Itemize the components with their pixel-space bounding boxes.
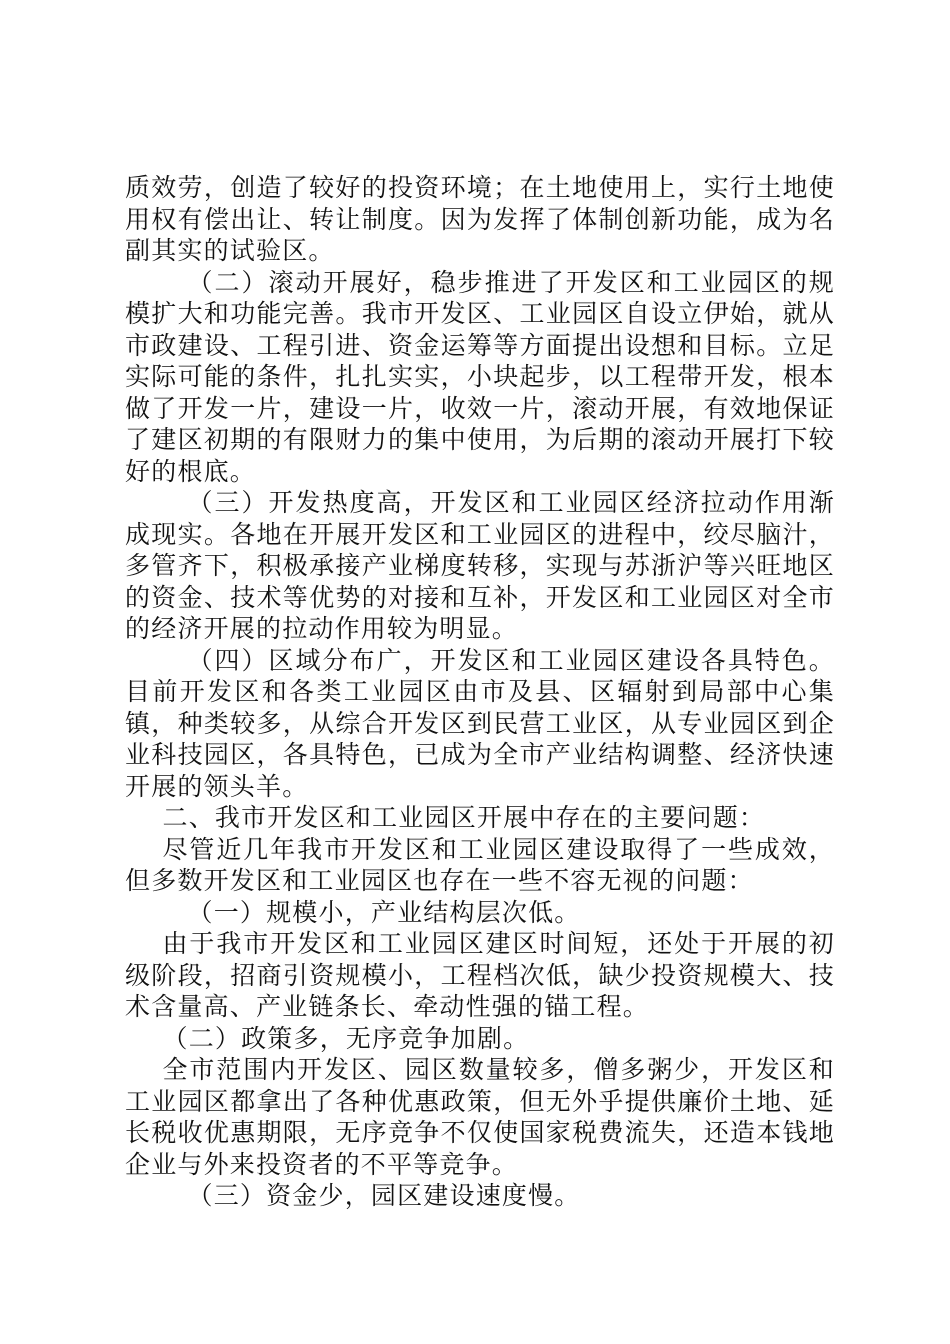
paragraph-problem-1: 由于我市开发区和工业园区建区时间短，还处于开展的初级阶段，招商引资规模小，工程档次低，缺少投资规模大、技术含量高、产业链条长、牵动性强的锚工程。	[125, 929, 835, 1021]
document-body	[125, 172, 835, 1212]
paragraph-problem-2: 全市范围内开发区、园区数量较多，僧多粥少，开发区和工业园区都拿出了各种优惠政策，但无外乎提供廉价土地、延长税收优惠期限，无序竞争不仅使国家税费流失，还造本钱地企业与外来投资者的不平等竞争。	[125, 1055, 835, 1179]
paragraph-continuation: 质效劳，创造了较好的投资环境；在土地使用上，实行土地使用权有偿出让、转让制度。因为发挥了体制创新功能，成为名副其实的试验区。	[125, 173, 835, 265]
paragraph-problems-intro: 尽管近几年我市开发区和工业园区建设取得了一些成效，但多数开发区和工业园区也存在一些不容无视的问题：	[125, 834, 835, 895]
heading-problems: 二、我市开发区和工业园区开展中存在的主要问题：	[162, 803, 766, 832]
subheading-problem-3: （三）资金少，园区建设速度慢。	[187, 1181, 581, 1210]
subheading-problem-1: （一）规模小，产业结构层次低。	[187, 897, 581, 927]
paragraph-section-2: （二）滚动开展好，稳步推进了开发区和工业园区的规模扩大和功能完善。我市开发区、工业园区自设立伊始，就从市政建设、工程引进、资金运筹等方面提出设想和目标。立足实际可能的条件，扎扎实实，小块起步，以工程带开发，根本做了开发一片，建设一片，收效一片，滚动开展，有效地保证了建区初期的有限财力的集中使用，为后期的滚动开展打下较好的根底。	[125, 267, 835, 486]
paragraph-section-4: （四）区域分布广，开发区和工业园区建设各具特色。目前开发区和各类工业园区由市及县、区辐射到局部中心集镇，种类较多，从综合开发区到民营工业区，从专业园区到企业科技园区，各具特色，已成为全市产业结构调整、经济快速开展的领头羊。	[125, 645, 835, 801]
paragraph-section-3: （三）开发热度高，开发区和工业园区经济拉动作用渐成现实。各地在开展开发区和工业园区的进程中，绞尽脑汁，多管齐下，积极承接产业梯度转移，实现与苏浙沪等兴旺地区的资金、技术等优势的对接和互补，开发区和工业园区对全市的经济开展的拉动作用较为明显。	[125, 488, 835, 643]
subheading-problem-2: （二）政策多，无序竞争加剧。	[162, 1023, 530, 1053]
